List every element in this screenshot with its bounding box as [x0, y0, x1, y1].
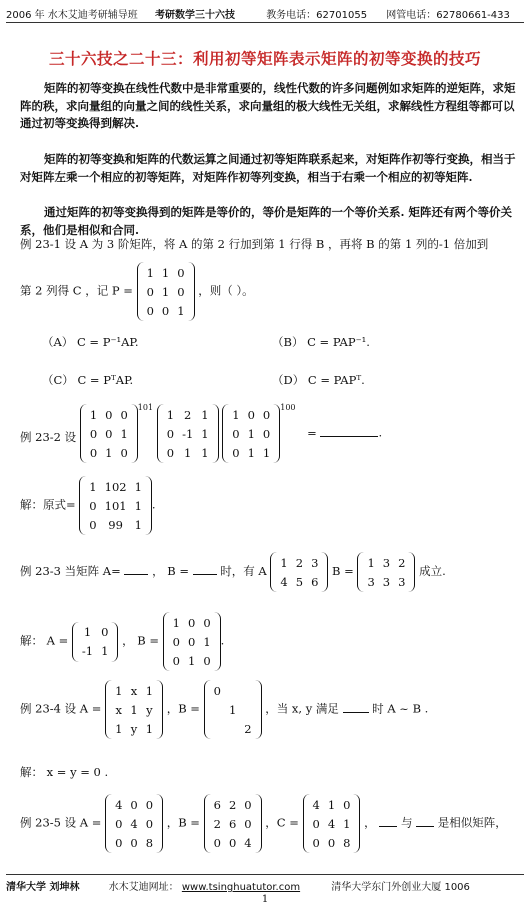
matrix-cell: 0 — [105, 407, 113, 422]
matrix-ex5-a — [105, 794, 163, 853]
matrix-cell: 1 — [115, 721, 123, 736]
matrix-cell: 0 — [115, 835, 123, 850]
ex1-line1: 例 23-1 设 A 为 3 阶矩阵，将 A 的第 2 行加到第 1 行得 B ，再将 B 的第 1 列的-1 倍加到 — [20, 237, 489, 251]
matrix-cell: 0 — [203, 615, 211, 630]
matrix-cell: 1 — [101, 644, 109, 658]
matrix-cell: 102 — [104, 479, 127, 494]
matrix-cell: 1 — [172, 615, 180, 630]
ex2-label: 例 23-2 设 — [20, 429, 77, 444]
matrix-cell: 0 — [146, 284, 154, 299]
ex5-pre: 例 23-5 设 A = — [20, 815, 102, 830]
matrix-cell — [210, 700, 225, 719]
matrix-cell: 0 — [89, 517, 97, 532]
matrix-cell: 0 — [327, 835, 336, 850]
matrix-cell: 1 — [115, 683, 123, 698]
matrix-cell: 3 — [311, 555, 319, 570]
matrix-cell: 0 — [145, 797, 154, 812]
matrix-ex4-a — [105, 680, 163, 739]
matrix-cell: 1 — [89, 407, 98, 422]
matrix-cell: 1 — [130, 702, 138, 717]
footer-url-link[interactable]: www.tsinghuatutor.com — [181, 882, 301, 893]
ex3-solution: 解： A = 1 0 -1 1 ， B = 1 0 0 0 0 1 0 1 0 . — [20, 612, 224, 671]
matrix-cell: 1 — [146, 265, 154, 280]
page-footer — [6, 878, 524, 893]
matrix-cell: 2 — [398, 555, 406, 570]
matrix-cell: 0 — [115, 816, 123, 831]
footer-left: 清华大学 刘坤林 — [6, 882, 80, 893]
ex1-option-a: （A） C = P⁻¹AP. — [42, 335, 139, 349]
header-rule — [6, 22, 524, 23]
matrix-ex3-a — [72, 622, 119, 662]
matrix-cell: 0 — [146, 303, 154, 318]
page-title: 三十六技之二十三：利用初等矩阵表示矩阵的初等变换的技巧 — [48, 49, 481, 68]
matrix-cell: 1 — [161, 284, 170, 299]
footer-right: 清华大学东门外创业大厦 1006 — [331, 882, 470, 893]
matrix-cell: 2 — [244, 721, 252, 736]
matrix-cell: 2 — [295, 555, 304, 570]
ex5-blank-2[interactable] — [416, 826, 434, 827]
ex3-sol-label: 解： A = — [20, 633, 69, 648]
ex4-mid: ，B = — [166, 701, 200, 716]
matrix-ex3-r — [357, 552, 415, 592]
page-number: 1 — [261, 894, 269, 905]
matrix-cell: 1 — [232, 407, 240, 422]
matrix-cell: 0 — [228, 835, 237, 850]
ex5-post1: ， — [364, 815, 376, 830]
paragraph-1: 矩阵的初等变换在线性代数中是非常重要的，线性代数的许多问题例如求矩阵的逆矩阵，求矩阵的秩，求向量组的向量之间的线性关系，求向量组的极大线性无关组，求解线性方程组等都可以通过初等变换得到解决. — [20, 81, 516, 130]
ex3-mid: ， B = — [152, 564, 189, 578]
matrix-cell: 101 — [104, 498, 127, 513]
matrix-cell: 8 — [145, 835, 154, 850]
matrix-cell: 4 — [327, 816, 336, 831]
ex4-post2: 时 A ~ B . — [372, 701, 429, 716]
ex1-line2-pre: 第 2 列得 C ，记 P = — [20, 283, 133, 298]
matrix-cell: 1 — [177, 303, 185, 318]
matrix-P — [137, 262, 195, 321]
ex2-sol-label: 解：原式= — [20, 497, 76, 512]
matrix-cell: 0 — [312, 816, 320, 831]
matrix-cell: 0 — [213, 683, 221, 698]
matrix-cell: 4 — [130, 816, 138, 831]
matrix-cell: y — [130, 721, 138, 736]
ex2-exp2: 100 — [280, 402, 296, 412]
matrix-cell: 0 — [232, 426, 240, 441]
ex2-answer-blank[interactable] — [320, 436, 378, 437]
ex4-solution: 解： x = y = 0 . — [20, 765, 109, 779]
ex5-blank-1[interactable] — [379, 826, 397, 827]
matrix-cell: 1 — [89, 479, 97, 494]
ex2-line: 例 23-2 设 1 0 0 0 0 1 0 1 0 $^{101}$ 1 2 1 0 -1 1 0 1 1 1 0 0 0 1 0 0 1 1 $^{100}$ = . — [20, 404, 382, 463]
matrix-cell: 0 — [120, 407, 128, 422]
matrix-cell: 1 — [262, 445, 271, 460]
matrix-cell: 0 — [244, 797, 252, 812]
ex3-b-sol-lbl: ， B = — [122, 633, 160, 648]
matrix-ex3-m — [270, 552, 328, 592]
ex1-option-b: （B） C = PAP⁻¹. — [272, 335, 370, 349]
ex1-option-d: （D） C = PAPᵀ. — [272, 373, 365, 387]
matrix-cell: 0 — [213, 835, 221, 850]
matrix-cell: 0 — [145, 816, 154, 831]
matrix-cell: 1 — [161, 265, 170, 280]
ex3-blank-b[interactable] — [193, 574, 217, 575]
matrix-cell: 1 — [247, 445, 255, 460]
matrix-cell: 0 — [166, 426, 175, 441]
matrix-cell: 0 — [188, 615, 196, 630]
matrix-cell: 8 — [343, 835, 351, 850]
matrix-cell: 0 — [343, 797, 351, 812]
ex1-option-c: （C） C = PᵀAP. — [42, 373, 134, 387]
ex3-mid2: 时，有 A — [220, 564, 267, 578]
matrix-cell: 1 — [184, 445, 192, 460]
matrix-cell: 4 — [244, 835, 252, 850]
matrix-cell: x — [130, 683, 138, 698]
ex4-line — [20, 680, 428, 739]
footer-url-label: 水木艾迪网址： — [108, 882, 179, 893]
paragraph-3: 通过矩阵的初等变换得到的矩阵是等价的，等价是矩阵的一个等价关系. 矩阵还有两个等价关系，他们是相似和合同. — [20, 205, 513, 237]
matrix-cell: 0 — [89, 498, 97, 513]
ex3-blank-a[interactable] — [124, 574, 148, 575]
matrix-cell: 0 — [89, 445, 98, 460]
ex2-solution: 解：原式= 1 102 1 0 101 1 0 99 1 . — [20, 476, 156, 535]
matrix-cell: 1 — [367, 555, 375, 570]
ex5-line — [20, 794, 507, 853]
ex2-eq: = — [307, 425, 317, 440]
matrix-ex2-solution — [79, 476, 152, 535]
matrix-cell: 1 — [134, 517, 142, 532]
matrix-cell: 0 — [232, 445, 240, 460]
ex4-pre: 例 23-4 设 A = — [20, 701, 102, 716]
matrix-cell: 1 — [343, 816, 351, 831]
matrix-cell — [240, 681, 255, 700]
matrix-cell: 1 — [83, 625, 92, 639]
matrix-cell: 2 — [228, 797, 237, 812]
matrix-cell: -1 — [182, 426, 194, 441]
matrix-cell — [225, 719, 240, 738]
matrix-cell: 0 — [172, 634, 180, 649]
matrix-cell: 0 — [101, 625, 109, 639]
matrix-cell: 0 — [244, 816, 252, 831]
matrix-cell: 5 — [295, 574, 304, 589]
matrix-cell: 2 — [184, 407, 192, 422]
matrix-cell: 6 — [228, 816, 237, 831]
matrix-cell: 0 — [89, 426, 98, 441]
matrix-ex5-c — [303, 794, 361, 853]
matrix-cell: 0 — [312, 835, 320, 850]
matrix-cell: 0 — [120, 445, 128, 460]
matrix-cell: y — [146, 702, 153, 717]
page-header — [6, 6, 524, 21]
matrix-cell: 4 — [312, 797, 320, 812]
matrix-ex2-m1 — [80, 404, 138, 463]
matrix-cell: x — [115, 702, 122, 717]
matrix-cell: 0 — [161, 303, 170, 318]
ex3-line — [20, 552, 446, 592]
matrix-cell: 1 — [145, 683, 154, 698]
ex5-mid1: ，B = — [166, 815, 200, 830]
matrix-cell — [210, 719, 225, 738]
matrix-cell: 1 — [201, 407, 209, 422]
matrix-cell: 0 — [262, 426, 271, 441]
matrix-cell: 1 — [134, 498, 142, 513]
ex1-line2 — [20, 262, 254, 321]
ex3-b-lbl: B = — [332, 564, 354, 578]
ex2-exp1: 101 — [137, 402, 154, 412]
paragraph-2: 矩阵的初等变换和矩阵的代数运算之间通过初等矩阵联系起来，对矩阵作初等行变换，相当于对矩阵左乘一个相应的初等矩阵，对矩阵作初等列变换，相当于右乘一个相应的初等矩阵. — [20, 152, 516, 184]
matrix-cell: 0 — [188, 634, 196, 649]
matrix-cell: 1 — [188, 653, 196, 668]
matrix-ex5-b — [204, 794, 262, 853]
matrix-ex3-b — [163, 612, 221, 671]
matrix-cell: 0 — [105, 426, 113, 441]
header-course: 考研数学三十六技 — [155, 10, 235, 21]
matrix-cell: 0 — [203, 653, 211, 668]
matrix-cell: 1 — [134, 479, 142, 494]
matrix-cell — [225, 681, 240, 700]
ex5-post3: 是相似矩阵， — [437, 815, 507, 830]
matrix-cell: 1 — [120, 426, 128, 441]
matrix-cell: -1 — [81, 644, 94, 658]
matrix-cell: 6 — [311, 574, 319, 589]
matrix-ex2-m2 — [157, 404, 219, 463]
matrix-cell: 1 — [228, 702, 237, 717]
matrix-cell: 2 — [213, 816, 221, 831]
matrix-cell: 0 — [247, 407, 255, 422]
ex1-line2-post: ，则（ ）。 — [198, 283, 254, 298]
matrix-cell: 1 — [145, 721, 154, 736]
matrix-cell: 4 — [115, 797, 123, 812]
ex3-post: 成立. — [419, 564, 446, 578]
ex5-post2: 与 — [400, 815, 413, 830]
matrix-cell: 0 — [177, 284, 185, 299]
matrix-cell: 1 — [203, 634, 211, 649]
matrix-ex2-m3 — [222, 404, 280, 463]
footer-rule — [6, 874, 524, 875]
header-left: 2006 年 水木艾迪考研辅导班 — [6, 10, 138, 21]
matrix-cell: 0 — [172, 653, 180, 668]
matrix-cell: 1 — [327, 797, 336, 812]
matrix-cell: 3 — [382, 574, 391, 589]
matrix-cell: 1 — [105, 445, 113, 460]
matrix-cell: 4 — [280, 574, 288, 589]
ex5-mid2: ，C = — [265, 815, 299, 830]
matrix-cell: 0 — [177, 265, 185, 280]
matrix-cell: 3 — [367, 574, 375, 589]
header-phone1: 教务电话：62701055 — [266, 10, 368, 21]
matrix-cell: 0 — [130, 835, 138, 850]
matrix-cell: 1 — [280, 555, 288, 570]
matrix-cell: 1 — [166, 407, 175, 422]
matrix-cell: 1 — [247, 426, 255, 441]
matrix-cell: 0 — [262, 407, 271, 422]
matrix-cell: 6 — [213, 797, 221, 812]
matrix-cell: 3 — [382, 555, 391, 570]
ex4-post1: ，当 x, y 满足 — [265, 701, 339, 716]
matrix-cell: 0 — [166, 445, 175, 460]
matrix-ex4-b — [204, 680, 262, 739]
matrix-cell: 1 — [201, 445, 209, 460]
matrix-cell: 99 — [108, 517, 123, 532]
matrix-cell — [240, 700, 255, 719]
matrix-cell: 0 — [130, 797, 138, 812]
ex4-blank[interactable] — [343, 712, 369, 713]
header-phone2: 网管电话：62780661-433 — [386, 10, 510, 21]
ex3-pre: 例 23-3 当矩阵 A= — [20, 564, 121, 578]
matrix-cell: 3 — [398, 574, 406, 589]
matrix-cell: 1 — [201, 426, 209, 441]
